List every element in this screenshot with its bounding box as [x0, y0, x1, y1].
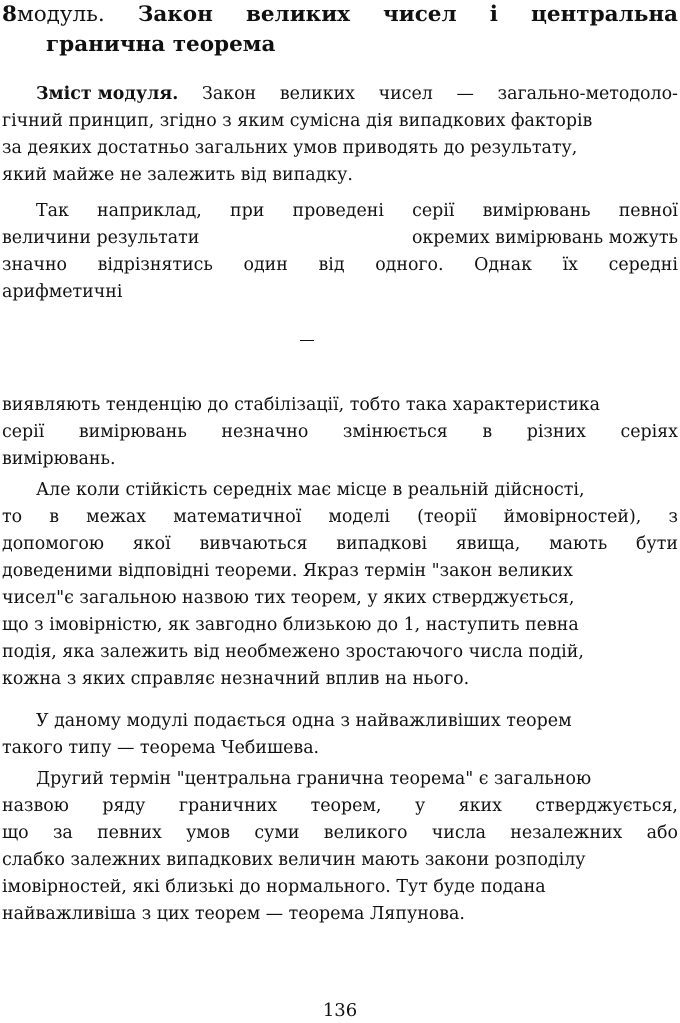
text-line: величини результати окремих вимірювань можуть [2, 225, 678, 252]
text-line: Зміст модуля. Закон великих чисел — загально-методоло- [2, 81, 678, 108]
text-line: чисел"є загальною назвою тих теорем, у яких стверджується, [2, 588, 575, 608]
heading-line-2: гранична теорема [46, 32, 276, 57]
heading-word: чисел [383, 2, 457, 27]
page-number: 136 [322, 1000, 358, 1021]
text-line: У даному модулі подається одна з найважливіших теорем [36, 711, 572, 731]
text-line: виявляють тенденцію до стабілізації, тобто така характеристика [2, 395, 601, 415]
text-line: Другий термін "центральна гранична теорема" є загальною [36, 769, 592, 789]
heading-line-1 [2, 0, 678, 30]
text-line: Так наприклад, при проведені серії вимірювань певної [36, 201, 678, 221]
text-line: серії вимірювань незначно змінюється в різних серіях [2, 422, 678, 442]
paragraph-chebyshev [2, 708, 678, 762]
heading-word: великих [245, 2, 350, 27]
paragraph-lead: Зміст модуля. [36, 84, 179, 104]
module-word: модуль. [16, 2, 105, 27]
text-line: який майже не залежить від випадку. [2, 165, 353, 185]
text-line: що з імовірністю, як завгодно близькою до 1, наступить певна [2, 615, 579, 635]
text-line: слабко залежних випадкових величин мають закони розподілу [2, 850, 586, 870]
module-number: 8 [2, 2, 17, 27]
module-heading [2, 0, 678, 60]
text-line: допомогою якої вивчаються випадкові явища, мають бути [2, 534, 678, 554]
formula-gap [246, 225, 366, 252]
paragraph-stabilization [2, 392, 678, 473]
heading-word: Закон [137, 2, 213, 27]
text-line: значно відрізнятись один від одного. Однак їх середні [2, 255, 678, 275]
text-line: гічний принцип, згідно з яким сумісна дія випадкових факторів [2, 111, 593, 131]
text-line: подія, яка залежить від необмежено зростаючого числа подій, [2, 642, 584, 662]
paragraph-law-large-numbers [2, 477, 678, 693]
text-line: Але коли стійкість середніх має місце в реальній дійсності, [36, 480, 585, 500]
text-line: арифметичні [2, 282, 123, 302]
formula-overline [300, 340, 314, 341]
text-line: назвою ряду граничних теорем, у яких стверджується, [2, 796, 678, 816]
text-line: кожна з яких справляє незначний вплив на нього. [2, 669, 470, 689]
paragraph-module-content [2, 81, 678, 189]
heading-word: центральна [530, 2, 678, 27]
text-line: такого типу — теорема Чебишева. [2, 738, 320, 758]
text-line: за деяких достатньо загальних умов приводять до результату, [2, 138, 578, 158]
text-line: найважливіша з цих теорем — теорема Ляпунова. [2, 904, 465, 924]
paragraph-example [2, 198, 678, 306]
heading-word: і [489, 2, 498, 27]
paragraph-central-limit [2, 766, 678, 928]
text-line: доведеними відповідні теореми. Якраз термін "закон великих [2, 561, 573, 581]
text-line: імовірностей, які близькі до нормального. Тут буде подана [2, 877, 546, 897]
text-line: вимірювань. [2, 449, 116, 469]
text-line: то в межах математичної моделі (теорії ймовірностей), з [2, 507, 678, 527]
text-line: що за певних умов суми великого числа незалежних або [2, 823, 678, 843]
